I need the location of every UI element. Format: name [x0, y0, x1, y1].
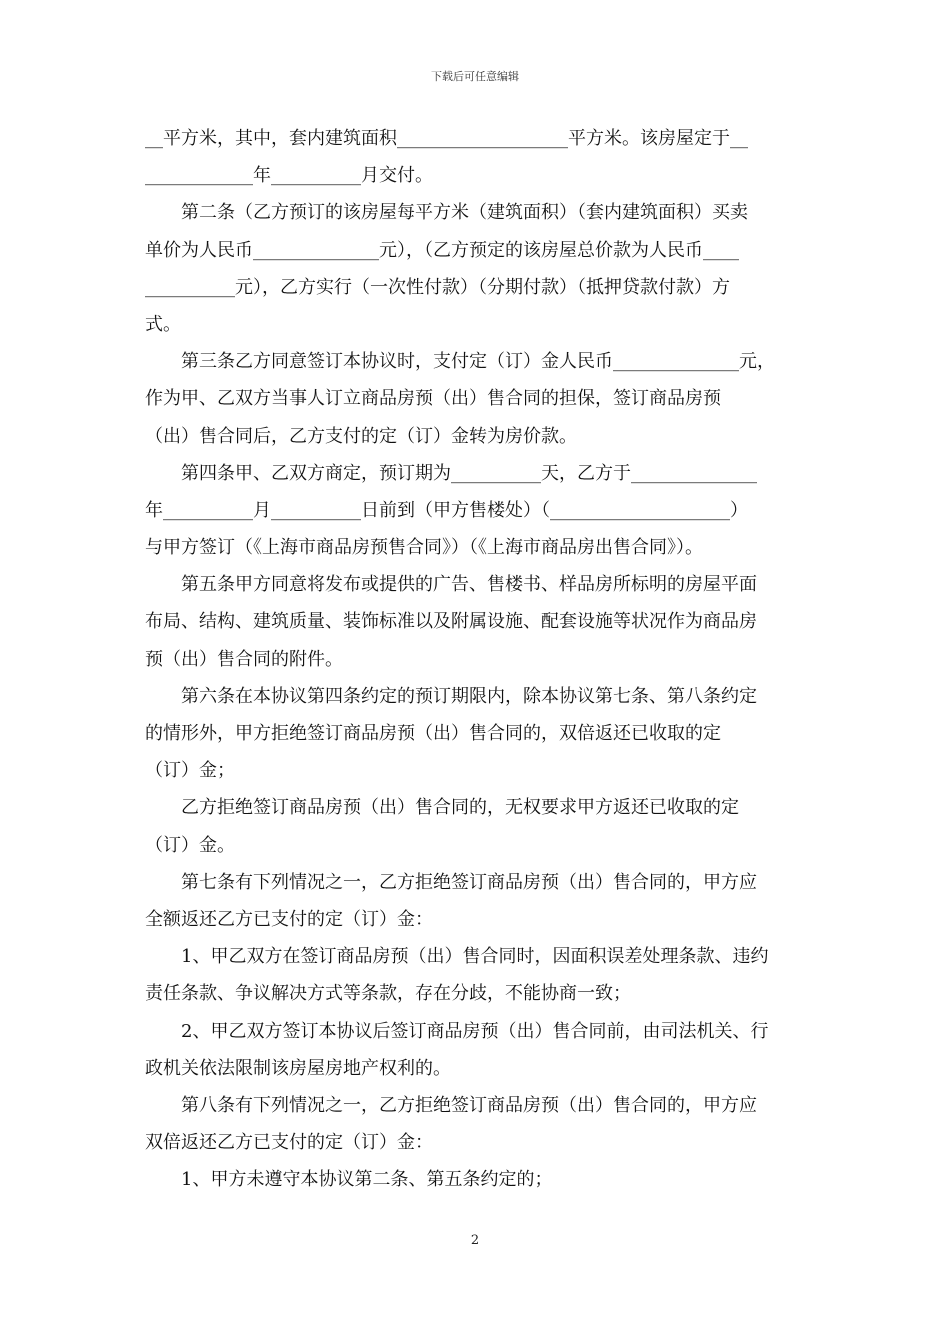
- body-line: 1、甲乙双方在签订商品房预（出）售合同时，因面积误差处理条款、违约: [145, 946, 769, 968]
- body-line: 乙方拒绝签订商品房预（出）售合同的，无权要求甲方返还已收取的定: [145, 797, 739, 819]
- body-line: 单价为人民币______________元），（乙方预定的该房屋总价款为人民币____: [145, 239, 739, 261]
- body-line: 1、甲方未遵守本协议第二条、第五条约定的；: [145, 1169, 553, 1191]
- body-line: （订）金；: [145, 760, 235, 782]
- body-line: 式。: [145, 313, 181, 335]
- body-line: （订）金。: [145, 834, 235, 856]
- body-line: 布局、结构、建筑质量、装饰标准以及附属设施、配套设施等状况作为商品房: [145, 611, 757, 633]
- body-line: 年__________月__________日前到（甲方售楼处）（____________________）: [145, 499, 748, 521]
- body-line: 的情形外，甲方拒绝签订商品房预（出）售合同的，双倍返还已收取的定: [145, 723, 721, 744]
- page-number: 2: [470, 1233, 480, 1248]
- body-line: 第七条有下列情况之一，乙方拒绝签订商品房预（出）售合同的，甲方应: [145, 871, 757, 893]
- body-line: 第六条在本协议第四条约定的预订期限内，除本协议第七条、第八条约定: [145, 685, 757, 707]
- body-line: 与甲方签订（《上海市商品房预售合同》）（《上海市商品房出售合同》）。: [145, 537, 703, 559]
- body-line: __平方米，其中，套内建筑面积___________________平方米。该房屋定于__: [145, 128, 748, 149]
- body-line: 第三条乙方同意签订本协议时，支付定（订）金人民币______________元，: [145, 351, 775, 373]
- document-body: [145, 124, 807, 1202]
- body-line: 政机关依法限制该房屋房地产权利的。: [145, 1057, 451, 1079]
- body-line: 第二条（乙方预订的该房屋每平方米（建筑面积）（套内建筑面积）买卖: [145, 202, 748, 224]
- body-line: （出）售合同后，乙方支付的定（订）金转为房价款。: [145, 425, 577, 447]
- body-line: 全额返还乙方已支付的定（订）金：: [145, 908, 433, 930]
- page-header: 下载后可任意编辑: [431, 70, 519, 83]
- body-line: 第五条甲方同意将发布或提供的广告、售楼书、样品房所标明的房屋平面: [145, 574, 757, 596]
- body-line: 责任条款、争议解决方式等条款，存在分歧，不能协商一致；: [145, 983, 631, 1005]
- body-line: 预（出）售合同的附件。: [145, 648, 343, 670]
- body-line: 2、甲乙双方签订本协议后签订商品房预（出）售合同前，由司法机关、行: [145, 1020, 769, 1042]
- body-line: ____________年__________月交付。: [145, 165, 433, 187]
- body-line: 第八条有下列情况之一，乙方拒绝签订商品房预（出）售合同的，甲方应: [145, 1094, 757, 1116]
- body-line: 第四条甲、乙双方商定，预订期为__________天，乙方于______________: [145, 462, 757, 484]
- body-line: __________元），乙方实行（一次性付款）（分期付款）（抵押贷款付款）方: [145, 276, 730, 298]
- body-line: 双倍返还乙方已支付的定（订）金：: [145, 1132, 433, 1154]
- body-line: 作为甲、乙双方当事人订立商品房预（出）售合同的担保，签订商品房预: [145, 388, 721, 410]
